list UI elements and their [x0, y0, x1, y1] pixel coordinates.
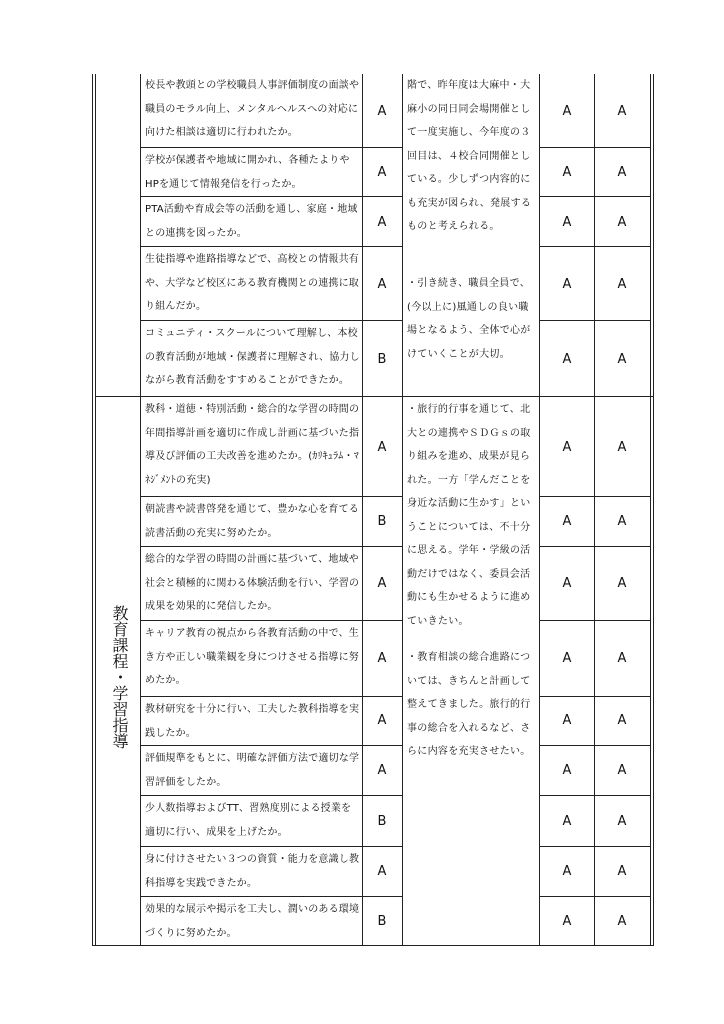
row-line-9: [140, 745, 402, 746]
eval-row-line-5: [539, 496, 650, 497]
eval-row-line-6: [539, 546, 650, 547]
row-line-12: [140, 896, 402, 897]
comment-column-divider: [402, 74, 403, 946]
comment-lower: ・旅行的行事を通じて、北大との連携やＳＤＧｓの取り組みを進め、成果が見られた。一方「学んだことを身近な活動に生かす」ということについては、不十分に思える。学年・学級の活動だけではなく、委員会活動にも生かせるように進めていきたい。: [407, 404, 531, 627]
self-grade: A: [377, 651, 387, 666]
self-grade: A: [377, 713, 387, 728]
eval1-grade: A: [562, 713, 572, 728]
table-bottom: [92, 945, 654, 946]
eval1-grade: A: [562, 651, 572, 666]
eval2-grade: A: [617, 914, 627, 929]
eval-row-line-0: [539, 147, 650, 148]
row-line-2: [140, 246, 402, 247]
comment-lower-2: ・教育相談の総合進路については、きちんと計画して整えてきました。旅行的行事の総合を入れるなど、さらに内容を充実させたい。: [407, 652, 531, 757]
eval1-grade: A: [562, 763, 572, 778]
table-border-right: [650, 74, 651, 946]
eval2-grade: A: [617, 352, 627, 367]
self-grade: A: [377, 576, 387, 591]
item-text: 校長や教頭との学校職員人事評価制度の面談や職員のモラル向上、メンタルヘルスへの対応に向けた相談は適切に行われたか。: [145, 80, 360, 138]
item-text: 朝読書や読書啓発を通じて、豊かな心を育てる読書活動の充実に努めたか。: [145, 504, 359, 539]
item-text: 評価規準をもとに、明確な評価方法で適切な学習評価をしたか。: [145, 753, 360, 788]
eval2-grade: A: [617, 713, 627, 728]
row-line-7: [140, 620, 402, 621]
item-text: 学校が保護者や地域に開かれ、各種たよりやHPを通じて情報発信を行ったか。: [145, 155, 350, 190]
item-text: 総合的な学習の時間の計画に基づいて、地域や社会と積極的に関わる体験活動を行い、学習の成果を効果的に発信したか。: [145, 554, 360, 612]
eval1-grade: A: [562, 165, 572, 180]
item-text: キャリア教育の視点から各教育活動の中で、生き方や正しい職業観を身につけさせる指導に努めたか。: [145, 628, 359, 686]
table-border-outer-right: [653, 74, 654, 946]
row-line-8: [140, 696, 402, 697]
eval-row-line-7: [539, 620, 650, 621]
item-text: コミュニティ・スクールについて理解し、本校の教育活動が地域・保護者に理解され、協力しながら教育活動をすすめることができたか。: [145, 328, 360, 386]
eval2-grade: A: [617, 814, 627, 829]
item-text: 少人数指導およびTT、習熟度別による授業を適切に行い、成果を上げたか。: [145, 803, 352, 838]
category-column-divider: [140, 74, 141, 946]
eval1-column-divider: [539, 74, 540, 946]
eval2-grade: A: [617, 440, 627, 455]
eval-row-line-11: [539, 846, 650, 847]
self-grade: A: [377, 277, 387, 292]
self-grade: A: [377, 440, 387, 455]
comment-upper: 階で、昨年度は大麻中・大麻小の同日同会場開催として一度実施し、今年度の３回目は、４校合同開催としている。少しずつ内容的にも充実が図られ、発展するものと考えられる。: [407, 80, 532, 232]
eval-row-line-1: [539, 196, 650, 197]
eval1-grade: A: [562, 215, 572, 230]
eval2-column-divider: [594, 74, 595, 946]
item-text: 生徒指導や進路指導などで、高校との情報共有や、大学など校区にある教育機関との連携に取り組んだか。: [145, 254, 359, 312]
eval1-grade: A: [562, 814, 572, 829]
comment-upper-2: ・引き続き、職員全員で、(今以上に)風通しの良い職場となるよう、全体で心がけていくことが大切。: [407, 278, 531, 360]
eval1-grade: A: [562, 914, 572, 929]
item-text: 効果的な展示や掲示を工夫し、潤いのある環境づくりに努めたか。: [145, 904, 360, 939]
eval-row-line-12: [539, 896, 650, 897]
self-grade: A: [377, 763, 387, 778]
eval-row-line-2: [539, 246, 650, 247]
section-line: [95, 396, 653, 397]
eval1-grade: A: [562, 864, 572, 879]
eval-row-line-10: [539, 795, 650, 796]
item-text: PTA活動や育成会等の活動を通し、家庭・地域との連携を図ったか。: [145, 204, 358, 239]
self-grade: A: [377, 215, 387, 230]
self-grade: B: [377, 514, 387, 529]
item-text: 教科・道徳・特別活動・総合的な学習の時間の年間指導計画を適切に作成し計画に基づいた指導及び評価の工夫改善を進めたか。(ｶﾘｷｭﾗﾑ・ﾏﾈｼﾞﾒﾝﾄの充実): [145, 404, 360, 486]
table-border-outer-left: [95, 74, 96, 946]
self-grade: B: [377, 914, 387, 929]
eval2-grade: A: [617, 165, 627, 180]
self-grade: A: [377, 864, 387, 879]
row-line-6: [140, 546, 402, 547]
eval1-grade: A: [562, 277, 572, 292]
row-line-10: [140, 795, 402, 796]
self-grade: A: [377, 165, 387, 180]
table-border-left: [92, 74, 93, 946]
eval1-grade: A: [562, 352, 572, 367]
row-line-11: [140, 846, 402, 847]
row-line-0: [140, 147, 402, 148]
eval-row-line-3: [539, 320, 650, 321]
eval1-grade: A: [562, 576, 572, 591]
row-line-1: [140, 196, 402, 197]
eval2-grade: A: [617, 215, 627, 230]
self-grade: B: [377, 814, 387, 829]
eval2-grade: A: [617, 514, 627, 529]
eval1-grade: A: [562, 514, 572, 529]
category-label: 教育課程・学習指導: [110, 605, 129, 749]
row-line-5: [140, 496, 402, 497]
eval-row-line-9: [539, 745, 650, 746]
self-grade: B: [377, 352, 387, 367]
row-line-3: [140, 320, 402, 321]
item-text: 身に付けさせたい３つの資質・能力を意識し教科指導を実践できたか。: [145, 854, 360, 889]
eval2-grade: A: [617, 104, 627, 119]
eval2-grade: A: [617, 651, 627, 666]
self-grade: A: [377, 104, 387, 119]
eval1-grade: A: [562, 440, 572, 455]
eval2-grade: A: [617, 277, 627, 292]
eval1-grade: A: [562, 104, 572, 119]
item-text: 教材研究を十分に行い、工夫した教科指導を実践したか。: [145, 704, 360, 739]
eval-row-line-8: [539, 696, 650, 697]
eval2-grade: A: [617, 576, 627, 591]
eval2-grade: A: [617, 864, 627, 879]
eval2-grade: A: [617, 763, 627, 778]
